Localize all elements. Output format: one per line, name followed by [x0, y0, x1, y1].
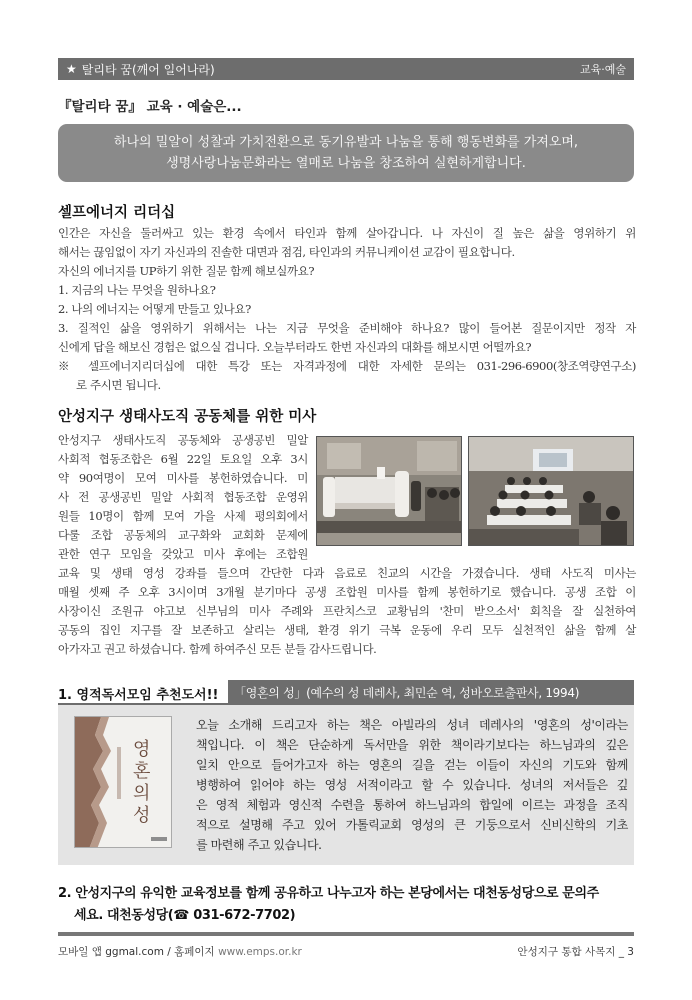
body-line: 원들 10명이 함께 모여 가을 사제 평의회에서 [58, 509, 308, 523]
book-desc-line: 오늘 소개해 드리고자 하는 책은 아빌라의 성녀 데레사의 '영혼의 성'이라는 [196, 718, 628, 732]
body-line: 매월 셋째 주 오후 3시이며 3개월 분기마다 공생 조합원 미사를 함께 봉헌하기로 했습니다. 공생 조합 이 [58, 585, 636, 599]
body-line: 사회적 협동조합은 6월 22일 토요일 오후 3시 [58, 452, 308, 466]
mass-title: 안성지구 생태사도직 공동체를 위한 미사 [58, 409, 317, 425]
education-info-contact: 세요. 대천동성당(☎ 031-672-7702) [74, 908, 296, 923]
question-item: 3. 질적인 삶을 영위하기 위해서는 나는 지금 무엇을 준비해야 하나요? 많이 들어본 질문이지만 정작 자 [58, 321, 636, 335]
book-desc-line: 일치 안으로 들어가고자 하는 영혼의 길을 걷는 이들이 자신의 기도와 함께 [196, 758, 628, 772]
mass-altar-illustration [317, 437, 462, 546]
book-desc-line: 병행하여 읽어야 하는 영성 서적이라고 할 수 있습니다. 성녀의 저서들은 깊 [196, 778, 628, 792]
body-line: 약 90여명이 모여 미사를 봉헌하였습니다. 미 [58, 471, 308, 485]
body-line: 공동의 집인 지구를 잘 보존하고 살리는 생태, 환경 위기 극복 운동에 우리 모두 실천적인 삶을 함께 살 [58, 623, 636, 637]
book-cover-title: 영혼의 성 [133, 739, 151, 826]
self-energy-title: 셀프에너지 리더십 [58, 205, 176, 221]
body-line: 해서는 끊임없이 자기 자신과의 진솔한 대면과 점검, 타인과의 커뮤니케이션 교감이 필요합니다. [58, 245, 515, 259]
body-line: 인간은 자신을 둘러싸고 있는 환경 속에서 타인과 함께 살아갑니다. 나 자신이 질 높은 삶을 영위하기 위 [58, 226, 636, 240]
body-line: 자신의 에너지를 UP하기 위한 질문 함께 해보실까요? [58, 264, 315, 278]
book-desc-line: 를 마련해 주고 있습니다. [196, 838, 322, 852]
question-item: 1. 지금의 나는 무엇을 원하나요? [58, 283, 216, 297]
book-desc-line: 적으로 설명해 주고 있어 가톨릭교회 영성의 큰 기둥으로서 신비신학의 기초 [196, 818, 628, 832]
footer-links [58, 944, 302, 959]
footer-rule [58, 932, 634, 936]
book-desc-line: 책입니다. 이 책은 단순하게 독서만을 위한 책이라기보다는 하느님과의 깊은 [196, 738, 628, 752]
intro-title: 『탈리타 꿈』 교육 · 예술은... [58, 99, 242, 115]
inquiry-note: ※ 셀프에너지리더십에 대한 특강 또는 자격과정에 대한 자세한 문의는 031-296-6900(창조역량연구소) [58, 359, 636, 373]
education-info-line: 2. 안성지구의 유익한 교육정보를 함께 공유하고 나누고자 하는 본당에서는 대천동성당으로 문의주 [58, 886, 599, 901]
mission-line: 하나의 밀알이 성찰과 가치전환으로 동기유발과 나눔을 통해 행동변화를 가져오며, [113, 135, 579, 150]
lecture-room-illustration [469, 437, 634, 546]
book-title-tab: 「영혼의 성」(예수의 성 데레사, 최민순 역, 성바오로출판사, 1994) [228, 680, 634, 704]
body-line: 아가자고 권고 하셨습니다. 함께 하여주신 모든 분들 감사드립니다. [58, 642, 377, 656]
body-line: 신에게 답을 해보신 경험은 없으실 겁니다. 오늘부터라도 한번 자신과의 대화를 해보시면 어떨까요? [58, 340, 532, 354]
body-line: 안성지구 생태사도직 공동체와 공생공빈 밀알 [58, 433, 308, 447]
lecture-photo [468, 436, 634, 546]
body-line: 다룰 조합 공동체의 교구화와 교회화 문제에 [58, 528, 308, 542]
inquiry-note: 로 주시면 됩니다. [76, 378, 161, 392]
category-label: 교육·예술 [579, 63, 626, 76]
homepage-link[interactable]: www.emps.or.kr [218, 946, 302, 958]
body-line: 사장이신 조원규 야고보 신부님의 미사 주례와 프란치스코 교황님의 '찬미 받으소서' 회칙을 잘 실천하여 [58, 604, 636, 618]
mission-statement-box [58, 124, 634, 182]
mass-photo-altar [316, 436, 462, 546]
mission-line: 생명사랑나눔문화라는 열매로 나눔을 창조하여 실현하게합니다. [166, 156, 526, 171]
book-desc-line: 은 영적 체험과 영신적 수련을 통하여 하느님과의 합일에 이르는 과정을 조직 [196, 798, 628, 812]
recommend-title: 1. 영적독서모임 추천도서!! [58, 688, 219, 703]
footer-app-label: 모바일 앱 ggmal.com / 홈페이지 [58, 946, 215, 958]
section-header-bar [58, 58, 634, 80]
section-title: 탈리타 꿈(깨어 일어나라) [81, 62, 215, 77]
body-line: 관한 연구 모임을 갖았고 미사 후에는 조합원 [58, 547, 308, 561]
star-icon: ★ [66, 62, 77, 76]
body-line: 교육 및 생태 영성 강좌를 들으며 간단한 다과 음료로 친교의 시간을 가졌습니다. 생태 사도직 미사는 [58, 566, 636, 580]
book-cover [74, 716, 172, 848]
body-line: 사 전 공생공빈 밀알 사회적 협동조합 운영위 [58, 490, 308, 504]
question-item: 2. 나의 에너지는 어떻게 만들고 있나요? [58, 302, 251, 316]
book-cover-art [75, 717, 172, 848]
page-number: 안성지구 통합 사목지 _ 3 [517, 946, 634, 958]
